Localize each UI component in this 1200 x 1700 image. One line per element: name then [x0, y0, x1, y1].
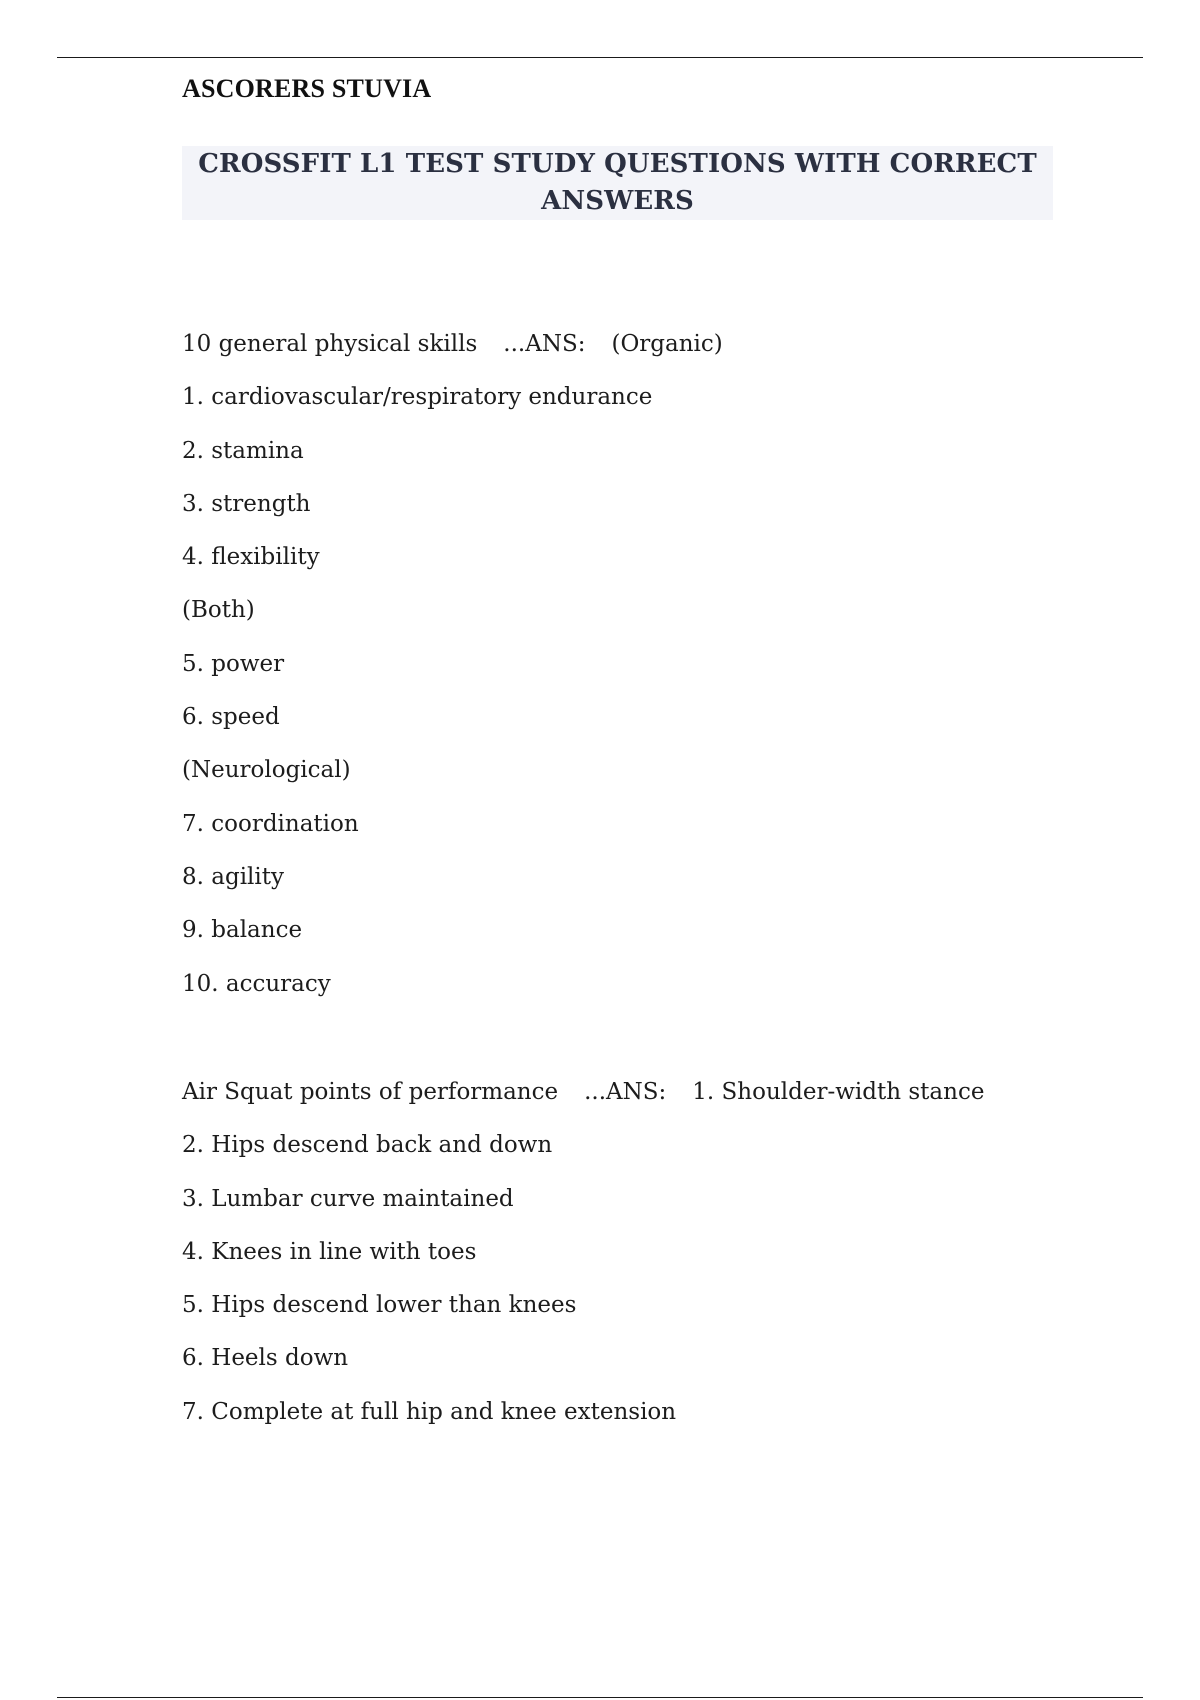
answer-line: 2. stamina	[182, 437, 304, 464]
answer-line: 1. cardiovascular/respiratory endurance	[182, 384, 653, 411]
answer-first-line: 1. Shoulder-width stance	[692, 1079, 985, 1105]
bottom-rule	[57, 1697, 1143, 1698]
answer-line: 10. accuracy	[182, 970, 331, 997]
ans-marker: ...ANS:	[584, 1079, 667, 1105]
question-text: 10 general physical skills	[182, 331, 478, 357]
question-block	[182, 1066, 984, 1439]
question-line	[182, 1066, 984, 1119]
answer-line: 4. Knees in line with toes	[182, 1238, 477, 1265]
ans-marker: ...ANS:	[503, 331, 586, 357]
answer-line: 7. Complete at full hip and knee extension	[182, 1398, 677, 1425]
title-banner	[182, 146, 1053, 220]
answer-line: 5. Hips descend lower than knees	[182, 1292, 577, 1319]
answer-line: 4. flexibility	[182, 544, 320, 571]
question-block	[182, 318, 723, 1011]
answer-line: 6. speed	[182, 704, 280, 731]
question-text: Air Squat points of performance	[182, 1079, 559, 1105]
answer-line: (Both)	[182, 597, 255, 624]
answer-line: 3. strength	[182, 490, 311, 517]
answer-line: 5. power	[182, 650, 285, 677]
answer-line: 9. balance	[182, 917, 303, 944]
answer-line: (Neurological)	[182, 757, 351, 784]
answer-line: 7. coordination	[182, 810, 359, 837]
answer-line: 3. Lumbar curve maintained	[182, 1185, 514, 1212]
header-label: ASCORERS STUVIA	[182, 74, 432, 103]
answer-line: 6. Heels down	[182, 1345, 349, 1372]
document-title: CROSSFIT L1 TEST STUDY QUESTIONS WITH CORRECT ANSWERS	[198, 149, 1037, 216]
top-rule	[57, 57, 1143, 58]
answer-line: 2. Hips descend back and down	[182, 1132, 553, 1159]
question-line	[182, 318, 723, 371]
answer-line: 8. agility	[182, 863, 284, 890]
answer-first-line: (Organic)	[611, 331, 723, 357]
